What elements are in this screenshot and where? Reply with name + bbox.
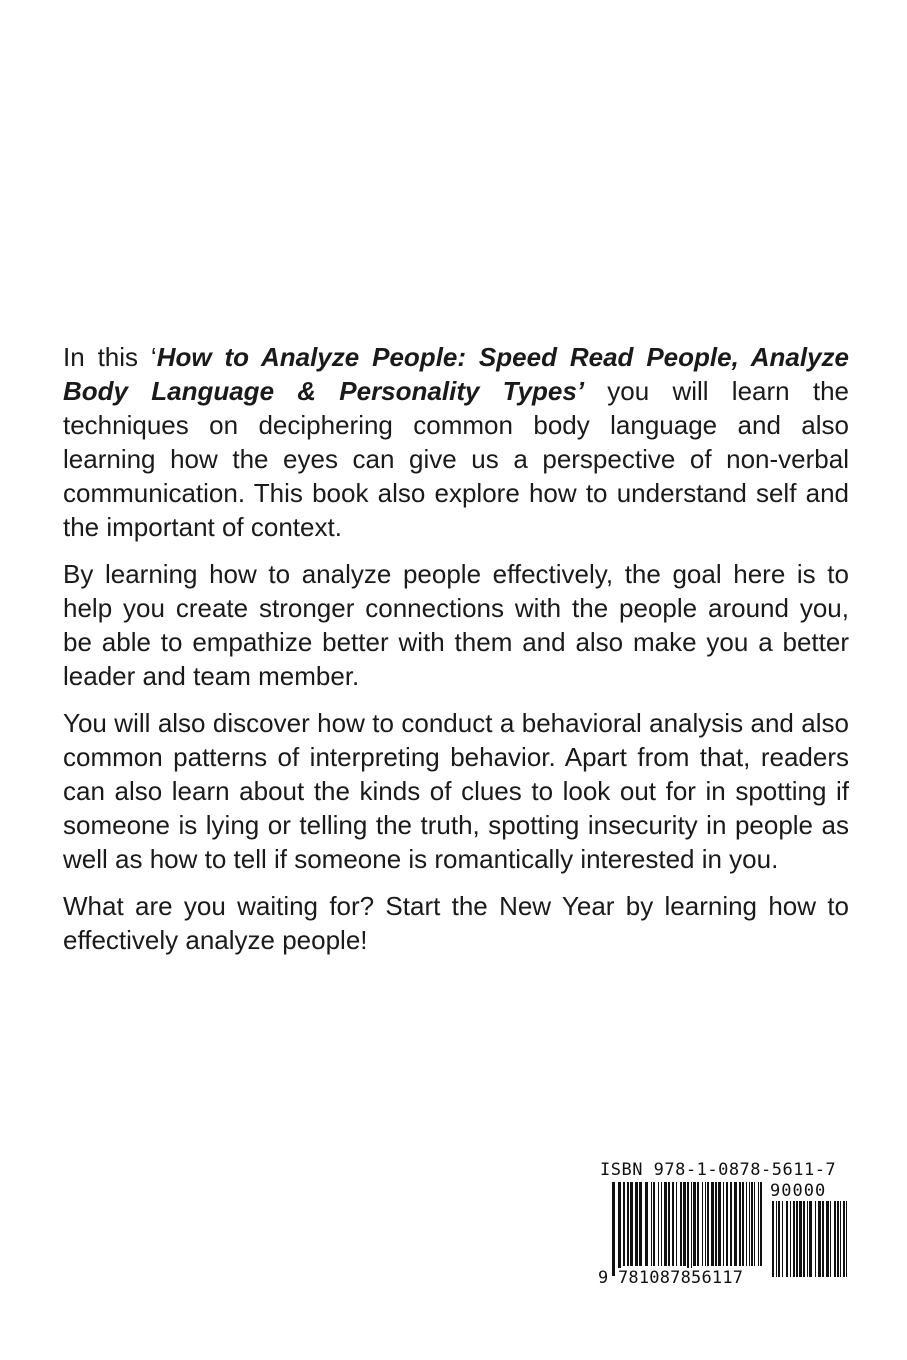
addon-bar: [772, 1201, 774, 1277]
barcode-bar: [693, 1182, 696, 1266]
blurb-paragraph-1: [63, 340, 849, 544]
addon-bar: [782, 1201, 783, 1277]
blurb-paragraph-3: You will also discover how to conduct a behavioral analysis and also common patterns of interpreting behavior. Apart from that, readers can also learn about the kinds of clues to look out for in spotting if someone is lying or telling the truth, spotting insecurity in people as well as how to tell if someone is romantically interested in you.: [63, 708, 849, 874]
barcode-bar: [723, 1182, 724, 1266]
addon-bar: [834, 1201, 836, 1277]
barcode-bar: [739, 1182, 741, 1266]
addon-bar: [807, 1201, 808, 1277]
barcode-bar: [687, 1182, 689, 1276]
addon-bar: [796, 1201, 798, 1277]
addon-bar: [846, 1201, 847, 1277]
back-cover-blurb: [63, 340, 849, 970]
addon-bar: [778, 1201, 780, 1277]
barcode-bar: [612, 1182, 615, 1276]
addon-bar: [776, 1201, 777, 1277]
barcode-bar: [702, 1182, 703, 1266]
addon-bar: [830, 1201, 831, 1277]
addon-bar: [799, 1201, 802, 1277]
book-title: How to Analyze People: Speed Read People, Analyze Body Language & Personality Types’: [63, 342, 849, 406]
barcode-bar: [680, 1182, 682, 1266]
blurb-paragraph-4: What are you waiting for? Start the New Year by learning how to effectively analyze people!: [63, 891, 849, 955]
barcode-bar: [683, 1182, 686, 1266]
barcode-bar: [715, 1182, 717, 1266]
barcode-bar: [627, 1182, 629, 1266]
isbn-number: ISBN 978-1-0878-5611-7: [600, 1160, 837, 1180]
barcode-bar: [730, 1182, 732, 1266]
addon-bar: [809, 1201, 812, 1277]
barcode-bar: [691, 1182, 692, 1276]
blurb-paragraph-2: By learning how to analyze people effectively, the goal here is to help you create stronger connections with the people around you, be able to empathize better with them and also make you a better leader and team member.: [63, 559, 849, 691]
addon-bar: [826, 1201, 829, 1277]
price-code: 90000: [770, 1181, 827, 1201]
barcode-bar: [711, 1182, 714, 1266]
barcode-bar: [651, 1182, 652, 1266]
barcode-bar: [618, 1182, 621, 1276]
barcode-bar: [630, 1182, 633, 1266]
barcode-bar: [676, 1182, 677, 1266]
barcode-bar: [658, 1182, 659, 1266]
addon-bar: [818, 1201, 821, 1277]
barcode-bar: [742, 1182, 744, 1266]
barcode-bar: [705, 1182, 706, 1266]
barcode-bar: [758, 1182, 759, 1266]
addon-bar: [840, 1201, 841, 1277]
barcode-bar: [754, 1182, 755, 1266]
addon-bar: [786, 1201, 788, 1277]
barcode-bar: [697, 1182, 699, 1266]
barcode-bar: [749, 1182, 750, 1266]
addon-barcode-bars: [770, 1201, 852, 1278]
barcode-bar: [751, 1182, 753, 1266]
barcode-bar: [635, 1182, 638, 1266]
barcode-bar: [668, 1182, 670, 1266]
ean-first-digit: 9: [598, 1268, 609, 1288]
addon-bar: [822, 1201, 824, 1277]
barcode-bar: [718, 1182, 721, 1266]
barcode-bar: [746, 1182, 747, 1266]
blurb-paragraph-1-body: you will learn the techniques on deciphering common body language and also learning how the eyes can give us a perspective of non-verbal communication. This book also explore how to understand self and the important of context.: [63, 376, 849, 542]
barcode-bar: [734, 1182, 737, 1266]
addon-bar: [790, 1201, 791, 1277]
blurb-lead-text: In this ‘: [63, 342, 157, 372]
barcode-bar: [661, 1182, 662, 1266]
barcode-bar: [760, 1182, 762, 1266]
addon-bar: [815, 1201, 816, 1277]
barcode-bar: [645, 1182, 648, 1266]
isbn-barcode: [598, 1160, 853, 1292]
barcode-bar: [664, 1182, 667, 1266]
addon-bar: [837, 1201, 839, 1277]
barcode-bar: [707, 1182, 709, 1266]
barcode-bars: [598, 1182, 768, 1278]
barcode-bar: [726, 1182, 728, 1266]
barcode-bar: [672, 1182, 674, 1266]
ean-digit-string: 781087856117: [618, 1268, 744, 1288]
addon-bar: [843, 1201, 845, 1277]
barcode-bar: [653, 1182, 655, 1266]
barcode-bar: [623, 1182, 625, 1266]
addon-bar: [803, 1201, 805, 1277]
barcode-bar: [639, 1182, 642, 1266]
addon-bar: [793, 1201, 795, 1277]
